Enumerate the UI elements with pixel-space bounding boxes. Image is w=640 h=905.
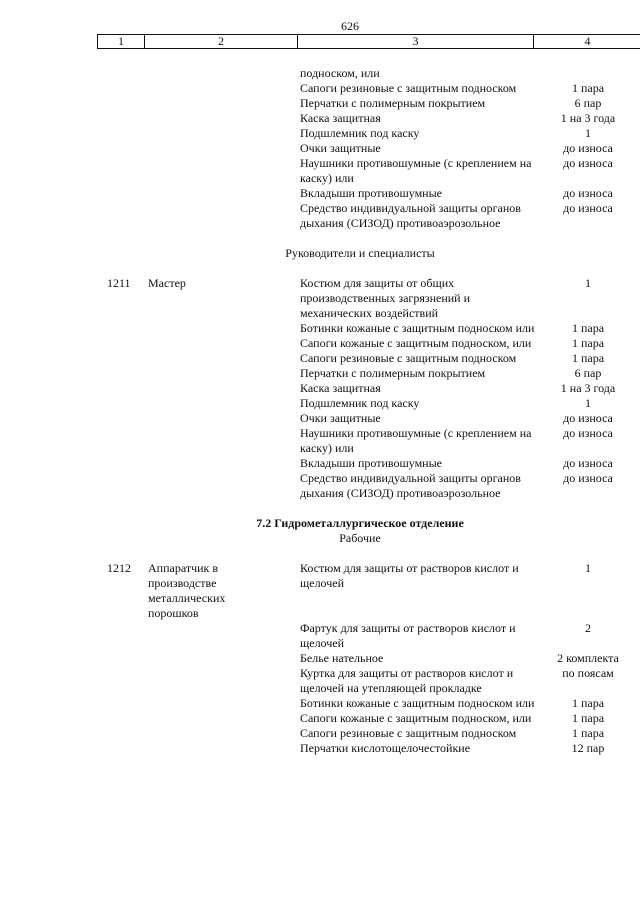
document-body bbox=[0, 66, 640, 756]
item-name: Очки защитные bbox=[300, 141, 381, 155]
item-name: Фартук для защиты от растворов кислот и щелочей bbox=[300, 621, 516, 650]
item-norm: 1 bbox=[585, 276, 591, 290]
table-row bbox=[0, 156, 640, 186]
item-norm: 2 комплекта bbox=[557, 651, 619, 665]
table-row bbox=[0, 696, 640, 711]
table-row bbox=[0, 426, 640, 456]
profession-name: Мастер bbox=[148, 276, 186, 290]
table-row bbox=[0, 666, 640, 696]
column-header-4: 4 bbox=[534, 35, 640, 49]
item-name: Костюм для защиты от растворов кислот и щелочей bbox=[300, 561, 519, 590]
item-norm: 1 bbox=[585, 561, 591, 575]
item-name: Подшлемник под каску bbox=[300, 126, 420, 140]
table-row bbox=[0, 336, 640, 351]
item-norm: 2 bbox=[585, 621, 591, 635]
item-norm: 1 пара bbox=[571, 696, 605, 710]
column-header-3: 3 bbox=[298, 35, 534, 49]
item-name: Наушники противошумные (с креплением на каску) или bbox=[300, 156, 532, 185]
item-norm: 1 пара bbox=[571, 81, 605, 95]
table-row bbox=[0, 726, 640, 741]
item-norm: 6 пар bbox=[574, 96, 602, 110]
section-heading-managers: Руководители и специалисты bbox=[285, 246, 435, 260]
item-norm: 1 пара bbox=[571, 351, 605, 365]
item-norm: 1 пара bbox=[571, 336, 605, 350]
item-norm: до износа bbox=[563, 411, 613, 425]
table-row bbox=[0, 276, 640, 321]
item-norm: до износа bbox=[563, 426, 613, 440]
item-norm: 6 пар bbox=[574, 366, 602, 380]
section-heading-workers: Рабочие bbox=[339, 531, 381, 545]
item-norm: 1 на 3 года bbox=[560, 111, 616, 125]
table-row bbox=[0, 126, 640, 141]
table-row bbox=[0, 651, 640, 666]
item-norm: до износа bbox=[563, 471, 613, 485]
item-norm: до износа bbox=[563, 201, 613, 215]
item-norm: 1 пара bbox=[571, 711, 605, 725]
item-norm: 12 пар bbox=[571, 741, 605, 755]
table-row bbox=[0, 591, 640, 651]
item-name: Сапоги резиновые с защитным подноском bbox=[300, 726, 517, 740]
item-norm: 1 пара bbox=[571, 726, 605, 740]
item-name: Куртка для защиты от растворов кислот и щелочей на утепляющей прокладке bbox=[300, 666, 514, 695]
table-row bbox=[0, 111, 640, 126]
item-name: Перчатки кислотощелочестойкие bbox=[300, 741, 471, 755]
continuation-block bbox=[0, 66, 640, 231]
column-header-2: 2 bbox=[145, 35, 298, 49]
table-row bbox=[0, 321, 640, 336]
profession-code: 1212 bbox=[107, 561, 131, 575]
table-row bbox=[0, 141, 640, 156]
item-name: Средство индивидуальной защиты органов дыхания (СИЗОД) противоаэрозольное bbox=[300, 201, 521, 230]
item-name: Сапоги резиновые с защитным подноском bbox=[300, 351, 517, 365]
table-row bbox=[0, 351, 640, 366]
table-row bbox=[0, 471, 640, 501]
item-name: Ботинки кожаные с защитным подноском или bbox=[300, 321, 535, 335]
item-name: Вкладыши противошумные bbox=[300, 456, 442, 470]
item-name: Ботинки кожаные с защитным подноском или bbox=[300, 696, 535, 710]
item-norm: по поясам bbox=[562, 666, 614, 680]
item-name: Очки защитные bbox=[300, 411, 381, 425]
item-name: подноском, или bbox=[300, 66, 380, 80]
column-header-1: 1 bbox=[98, 35, 145, 49]
item-name: Белье нательное bbox=[300, 651, 384, 665]
item-norm: 1 bbox=[585, 126, 591, 140]
item-norm: 1 пара bbox=[571, 321, 605, 335]
table-row bbox=[0, 396, 640, 411]
table-row bbox=[0, 381, 640, 396]
table-row bbox=[0, 186, 640, 201]
master-block bbox=[0, 276, 640, 501]
item-name: Вкладыши противошумные bbox=[300, 186, 442, 200]
item-name: Сапоги кожаные с защитным подноском, или bbox=[300, 336, 532, 350]
table-row bbox=[0, 66, 640, 81]
table-row bbox=[0, 81, 640, 96]
table-row bbox=[0, 456, 640, 471]
item-name: Сапоги кожаные с защитным подноском, или bbox=[300, 711, 532, 725]
item-norm: 1 на 3 года bbox=[560, 381, 616, 395]
profession-name: Аппаратчик в производстве металлических порошков bbox=[148, 561, 226, 620]
item-norm: до износа bbox=[563, 141, 613, 155]
column-header-table bbox=[97, 34, 640, 49]
page-number: 626 bbox=[341, 19, 359, 33]
item-norm: 1 bbox=[585, 396, 591, 410]
table-row bbox=[0, 366, 640, 381]
item-name: Каска защитная bbox=[300, 111, 381, 125]
item-norm: до износа bbox=[563, 186, 613, 200]
item-name: Костюм для защиты от общих производственных загрязнений и механических воздействий bbox=[300, 276, 471, 320]
profession-code: 1211 bbox=[107, 276, 131, 290]
table-row bbox=[0, 411, 640, 426]
item-name: Средство индивидуальной защиты органов дыхания (СИЗОД) противоаэрозольное bbox=[300, 471, 521, 500]
item-name: Подшлемник под каску bbox=[300, 396, 420, 410]
section-heading-hydrometallurgy: 7.2 Гидрометаллургическое отделение bbox=[256, 516, 464, 530]
item-name: Перчатки с полимерным покрытием bbox=[300, 366, 486, 380]
table-row bbox=[0, 711, 640, 726]
table-row bbox=[0, 201, 640, 231]
item-name: Каска защитная bbox=[300, 381, 381, 395]
item-name: Перчатки с полимерным покрытием bbox=[300, 96, 486, 110]
operator-block bbox=[0, 561, 640, 756]
table-row bbox=[0, 96, 640, 111]
item-norm: до износа bbox=[563, 456, 613, 470]
item-name: Наушники противошумные (с креплением на каску) или bbox=[300, 426, 532, 455]
table-row bbox=[0, 741, 640, 756]
item-norm: до износа bbox=[563, 156, 613, 170]
item-name: Сапоги резиновые с защитным подноском bbox=[300, 81, 517, 95]
